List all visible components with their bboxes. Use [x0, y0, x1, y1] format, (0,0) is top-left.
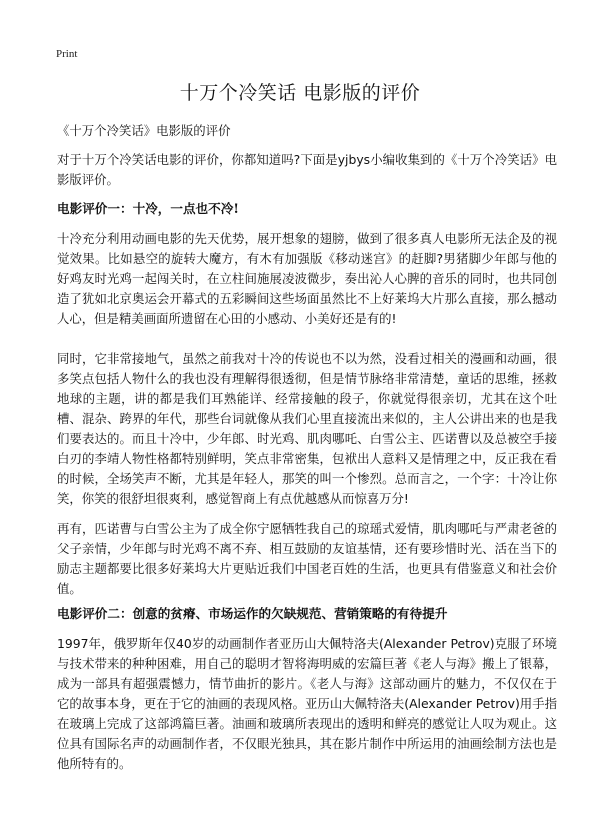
- section1-heading: 电影评价一：十冷，一点也不冷!: [57, 201, 239, 216]
- print-link[interactable]: Print: [56, 48, 78, 60]
- section1-paragraph-1: 十冷充分利用动画电影的先天优势，展开想象的翅膀，做到了很多真人电影所无法企及的视觉效果。比如悬空的旋转大魔方，有木有加强版《移动迷宫》的赶脚?男猪脚少年郎与他的好鸡友时光鸡一起闯关时，在立柱间施展凌波微步，奏出沁人心脾的音乐的同时，也共同创造了犹如北京奥运会开幕式的五彩瞬间这些场面虽然比不上好莱坞大片那么直接，那么撼动人心，但是精美画面所遗留在心田的小感动、小美好还是有的!: [57, 231, 557, 326]
- section1-paragraph-2: 同时，它非常接地气，虽然之前我对十冷的传说也不以为然，没看过相关的漫画和动画，很多笑点包括人物什么的我也没有理解得很透彻，但是情节脉络非常清楚，童话的思维，拯救地球的主题，讲的都是我们耳熟能详、经常接触的段子，你就觉得很亲切，尤其在这个吐槽、混杂、跨界的年代，那些台词就像从我们心里直接流出来似的，主人公讲出来的也是我们要表达的。而且十冷中，少年郎、时光鸡、肌肉哪吒、白雪公主、匹诺曹以及总被空手接白刃的李靖人物性格都特别鲜明，笑点非常密集，包袱出人意料又是情理之中，反正我在看的时候，全场笑声不断，尤其是年轻人，那笑的叫一个惨烈。总而言之，一个字：十冷让你笑，你笑的很舒坦很爽利，感觉智商上有点优越感从而惊喜万分!: [57, 351, 557, 506]
- section1-paragraph-3: 再有，匹诺曹与白雪公主为了成全你宁愿牺牲我自己的琼瑶式爱情，肌肉哪吒与严肃老爸的父子亲情，少年郎与时光鸡不离不弃、相互鼓励的友谊基情，还有要珍惜时光、活在当下的励志主题都要比很多好莱坞大片更贴近我们中国老百姓的生活，也更具有借鉴意义和社会价值。: [57, 521, 557, 596]
- subtitle: 《十万个冷笑话》电影版的评价: [57, 123, 231, 138]
- intro-paragraph: 对于十万个冷笑话电影的评价，你都知道吗?下面是yjbys小编收集到的《十万个冷笑话》电影版评价。: [57, 152, 557, 187]
- page-title: 十万个冷笑话 电影版的评价: [179, 82, 421, 104]
- section2-paragraph-1: 1997年，俄罗斯年仅40岁的动画制作者亚历山大佩特洛夫(Alexander Petrov)克服了环境与技术带来的种种困难，用自己的聪明才智将海明威的宏篇巨著《老人与海》搬上了银幕，成为一部具有超强震憾力，情节曲折的影片。《老人与海》这部动画片的魅力，不仅仅在于它的故事本身，更在于它的油画的表现风格。亚历山大佩特洛夫(Alexander Petrov)用手指在玻璃上完成了这部鸿篇巨著。油画和玻璃所表现出的透明和鲜亮的感觉让人叹为观止。这位具有国际名声的动画制作者，不仅眼光独具，其在影片制作中所运用的油画绘制方法也是他所特有的。: [57, 636, 557, 771]
- section2-heading: 电影评价二：创意的贫瘠、市场运作的欠缺规范、营销策略的有待提升: [57, 606, 448, 621]
